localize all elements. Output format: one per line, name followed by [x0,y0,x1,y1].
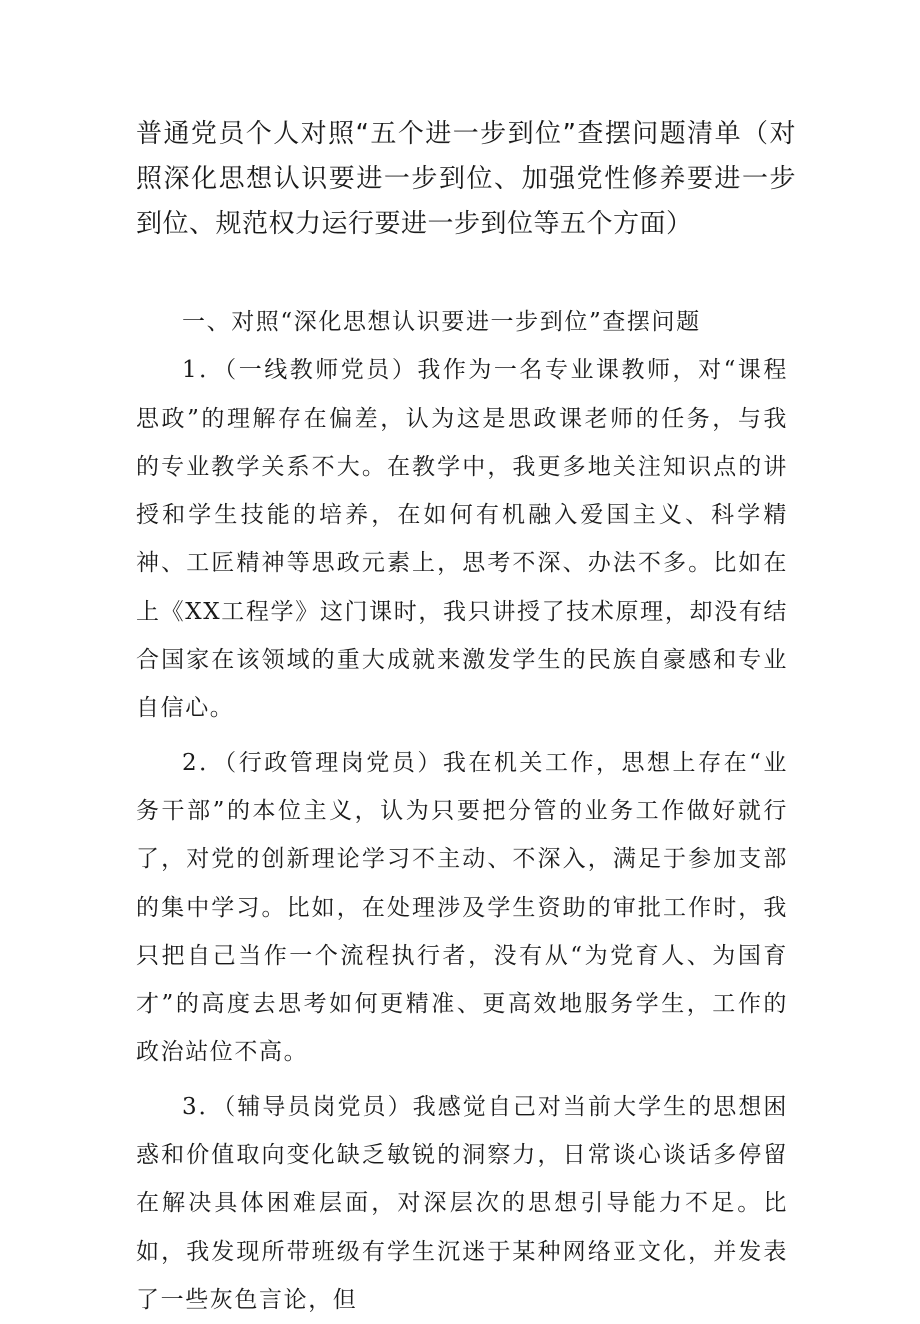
paragraph-1: 1．（一线教师党员）我作为一名专业课教师，对“课程思政”的理解存在偏差，认为这是思政课老师的任务，与我的专业教学关系不大。在教学中，我更多地关注知识点的讲授和学生技能的培养，在如何有机融入爱国主义、科学精神、工匠精神等思政元素上，思考不深、办法不多。比如在上《XX工程学》这门课时，我只讲授了技术原理，却没有结合国家在该领域的重大成就来激发学生的民族自豪感和专业自信心。 [136,357,788,722]
paragraph-2: 2．（行政管理岗党员）我在机关工作，思想上存在“业务干部”的本位主义，认为只要把分管的业务工作做好就行了，对党的创新理论学习不主动、不深入，满足于参加支部的集中学习。比如，在处理涉及学生资助的审批工作时，我只把自己当作一个流程执行者，没有从“为党育人、为国育才”的高度去思考如何更精准、更高效地服务学生，工作的政治站位不高。 [136,749,788,1066]
document-title: 普通党员个人对照“五个进一步到位”查摆问题清单（对照深化思想认识要进一步到位、加强党性修养要进一步到位、规范权力运行要进一步到位等五个方面） [136,119,796,239]
section-heading: 一、对照“深化思想认识要进一步到位”查摆问题 [182,309,701,335]
document-body [136,298,788,1324]
paragraph-3: 3．（辅导员岗党员）我感觉自己对当前大学生的思想困惑和价值取向变化缺乏敏锐的洞察力，日常谈心谈话多停留在解决具体困难层面，对深层次的思想引导能力不足。比如，我发现所带班级有学生沉迷于某种网络亚文化，并发表了一些灰色言论，但 [136,1093,788,1313]
